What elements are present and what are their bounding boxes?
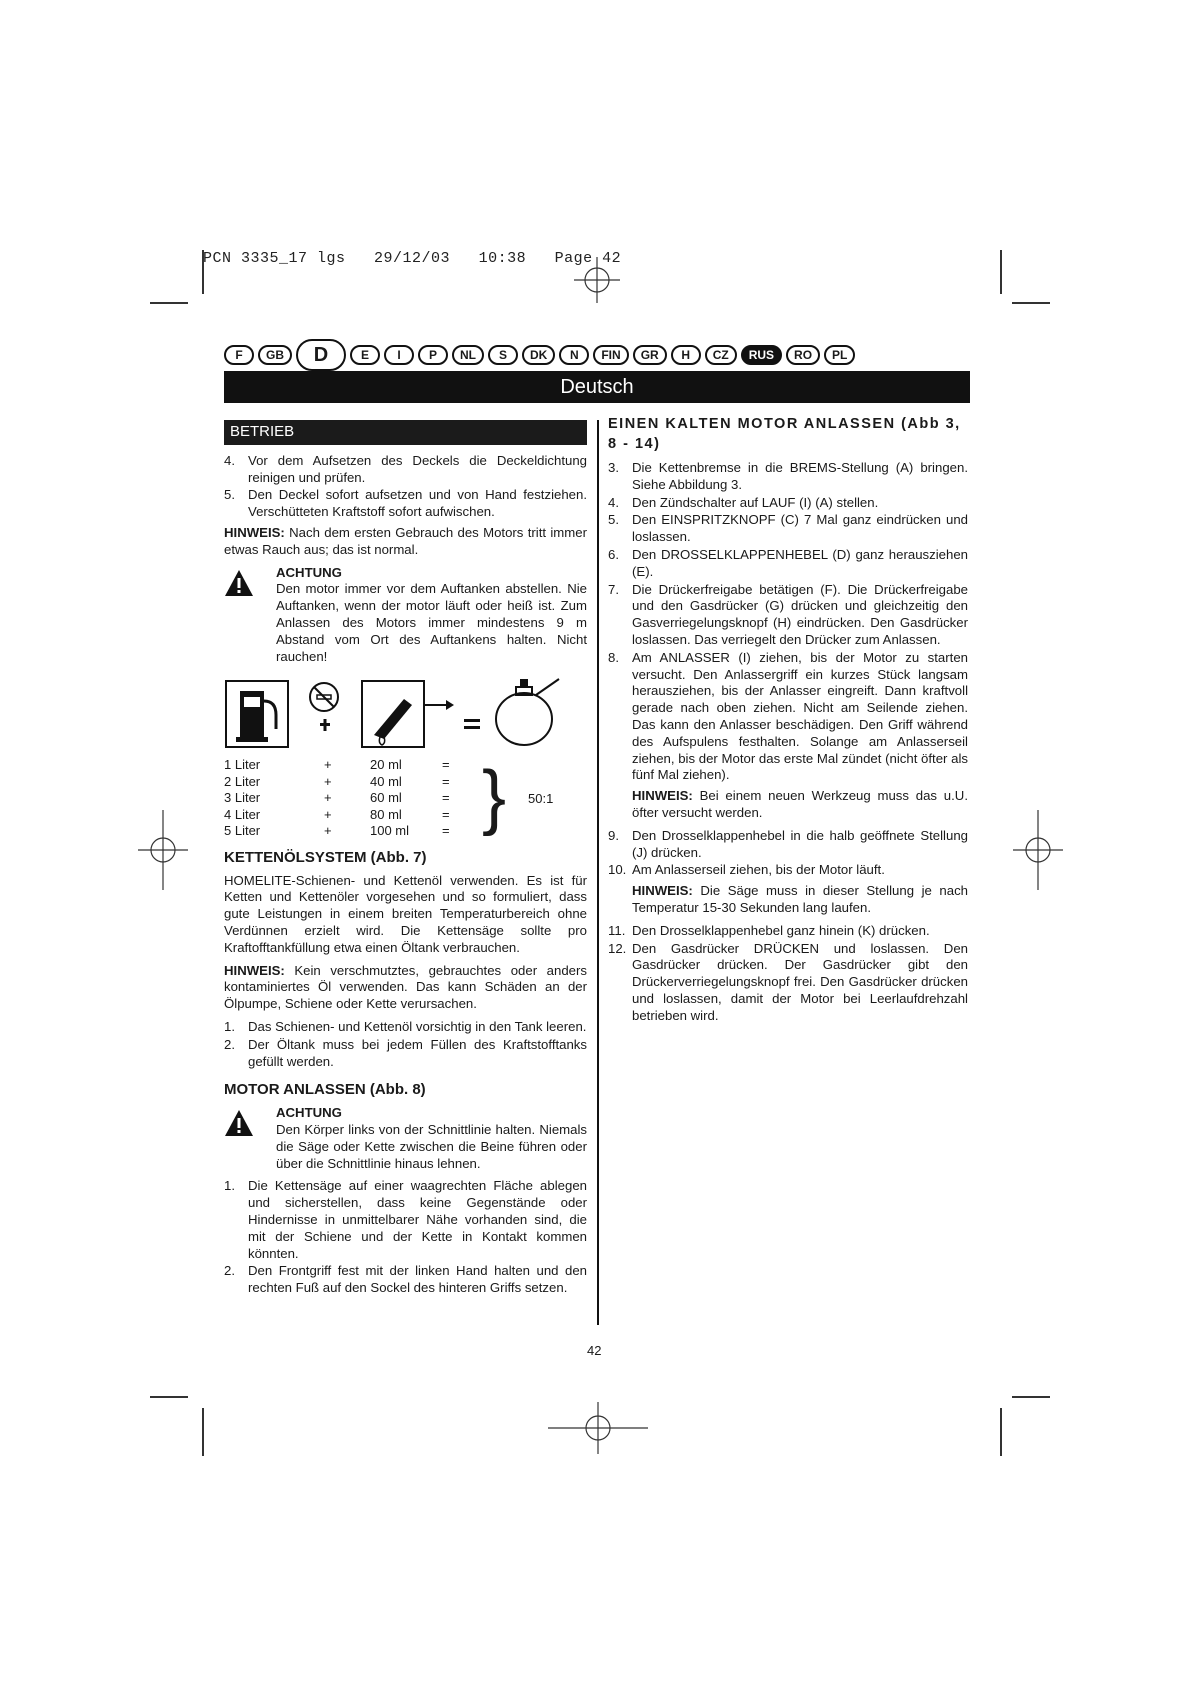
- page-number: 42: [587, 1343, 602, 1358]
- list-item: 5. Den EINSPRITZKNOPF (C) 7 Mal ganz eindrücken und loslassen.: [608, 512, 968, 545]
- language-tab-gr[interactable]: GR: [633, 345, 667, 365]
- crop-mark: [1000, 250, 1002, 294]
- language-tab-nl[interactable]: NL: [452, 345, 484, 365]
- list-oil: [224, 1019, 587, 1070]
- paragraph: HOMELITE-Schienen- und Kettenöl verwenden. Es ist für Ketten und Kettenöler vorgesehen und so formuliert, dass gute Leistungen in einem breiten Temperaturbereich ohne Verdünnen erzielt wird. Die Kettensäge sollte pro Kraftofftankfüllung etwa einen Öltank verbrauchen.: [224, 872, 587, 955]
- list-item: 4. Den Zündschalter auf LAUF (I) (A) stellen.: [608, 494, 879, 510]
- language-tab-pl[interactable]: PL: [824, 345, 855, 365]
- language-tab-d[interactable]: D: [296, 339, 346, 371]
- language-selector: [224, 338, 974, 372]
- language-tab-h[interactable]: H: [671, 345, 701, 365]
- list-start-b: [608, 828, 968, 879]
- list-item: 8. Am ANLASSER (I) ziehen, bis der Motor zu starten versucht. Den Anlassergriff ein kurzes Stück langsam herausziehen, bis der Anlasser eingreift. Dann kraftvoll gerade nach oben ziehen. Nicht am Seilende ziehen. Das kann den Anlasser beschädigen. Den Griff während des Aufspulens festhalten. Solange am Anlasserseil ziehen, bis der Motor das erste Mal zündet (nicht öfter als fünf Mal ziehen).: [608, 649, 968, 783]
- print-header: PCN 3335_17 lgs 29/12/03 10:38 Page 42: [203, 250, 622, 267]
- language-tab-gb[interactable]: GB: [258, 345, 292, 365]
- warning-box: [224, 565, 587, 666]
- table-row: 2 Liter + 40 ml =: [224, 773, 450, 789]
- list-item: 9. Den Drosselklappenhebel in die halb geöffnete Stellung (J) drücken.: [608, 827, 968, 860]
- language-tab-n[interactable]: N: [559, 345, 589, 365]
- crop-mark: [202, 1408, 204, 1456]
- registration-mark-icon: [1013, 810, 1063, 890]
- right-column: [608, 414, 968, 1026]
- list-item: 5. Den Deckel sofort aufsetzen und von Hand festziehen. Verschütteten Kraftstoff sofort aufwischen.: [224, 487, 587, 520]
- fuel-mix-table: [224, 757, 554, 840]
- fuel-mix-figure: [224, 675, 587, 753]
- crop-mark: [150, 1396, 188, 1398]
- language-title-bar: [224, 371, 970, 403]
- list-item: 12. Den Gasdrücker DRÜCKEN und loslassen. Den Gasdrücker drücken. Der Gasdrücker gibt den Drückerverriegelungsknopf frei. Den Gasdrücker drücken und loslassen, damit der Motor bei Leerlaufdrehzahl betrieben wird.: [608, 940, 968, 1023]
- section-heading: KETTENÖLSYSTEM (Abb. 7): [224, 848, 427, 866]
- list-start-a: [608, 460, 968, 784]
- language-tab-cz[interactable]: CZ: [705, 345, 737, 365]
- crop-mark: [1012, 302, 1050, 304]
- fuel-mix-illustration: [224, 675, 584, 753]
- list-item: 11. Den Drosselklappenhebel ganz hinein (K) drücken.: [608, 922, 930, 938]
- note: HINWEIS: Die Säge muss in dieser Stellung je nach Temperatur 15-30 Sekunden lang laufen.: [632, 883, 968, 915]
- note: HINWEIS: Nach dem ersten Gebrauch des Motors tritt immer etwas Rauch aus; das ist normal.: [224, 524, 587, 557]
- language-tab-p[interactable]: P: [418, 345, 448, 365]
- section-heading: EINEN KALTEN MOTOR ANLASSEN (Abb 3, 8 - 14): [608, 416, 961, 452]
- section-heading: MOTOR ANLASSEN (Abb. 8): [224, 1081, 426, 1099]
- list-item: 1. Die Kettensäge auf einer waagrechten Fläche ablegen und sicherstellen, dass keine Gegenstände oder Hindernisse in unmittelbarer Nähe vorhanden sind, die mit der Schiene und der Kette in Kontakt kommen könnten.: [224, 1178, 587, 1261]
- list-item: 6. Den DROSSELKLAPPENHEBEL (D) ganz herausziehen (E).: [608, 546, 968, 579]
- crop-mark: [202, 250, 204, 294]
- table-row: 4 Liter + 80 ml =: [224, 806, 450, 822]
- warning-box: [224, 1105, 587, 1172]
- warning-title: ACHTUNG: [276, 564, 342, 580]
- brace-icon: }: [482, 757, 507, 838]
- list-start-c: [608, 923, 968, 1025]
- crop-mark: [1000, 1408, 1002, 1456]
- note: HINWEIS: Kein verschmutztes, gebrauchtes oder anders kontaminiertes Öl verwenden. Das kann Schäden an der Ölpumpe, Schiene oder Kette verursachen.: [224, 962, 587, 1012]
- language-tab-e[interactable]: E: [350, 345, 380, 365]
- language-tab-fin[interactable]: FIN: [593, 345, 628, 365]
- warning-title: ACHTUNG: [276, 1105, 342, 1121]
- list-item: 10. Am Anlasserseil ziehen, bis der Motor läuft.: [608, 862, 885, 878]
- registration-mark-icon: [572, 255, 622, 305]
- list-top: [224, 453, 587, 521]
- list-item: 7. Die Drückerfreigabe betätigen (F). Die Drückerfreigabe und den Gasdrücker (G) drücken und gleichzeitig den Gasverriegelungsknopf (H) eindrücken. Den Gasdrücker loslassen. Das verriegelt den Drücker zum Anlassen.: [608, 581, 968, 647]
- registration-mark-icon: [138, 810, 188, 890]
- language-tab-s[interactable]: S: [488, 345, 518, 365]
- crop-mark: [1012, 1396, 1050, 1398]
- warning-icon: [224, 565, 276, 666]
- language-tab-f[interactable]: F: [224, 345, 254, 365]
- column-divider: [597, 420, 599, 1325]
- page-title: Deutsch: [560, 375, 634, 398]
- note: HINWEIS: Bei einem neuen Werkzeug muss das u.U. öfter versucht werden.: [632, 788, 968, 820]
- language-tab-ro[interactable]: RO: [786, 345, 820, 365]
- list-item: 3. Die Kettenbremse in die BREMS-Stellung (A) bringen. Siehe Abbildung 3.: [608, 460, 968, 492]
- list-item: 2. Den Frontgriff fest mit der linken Hand halten und den rechten Fuß auf den Sockel des hinteren Griffs setzen.: [224, 1263, 587, 1296]
- table-row: 5 Liter + 100 ml =: [224, 823, 450, 839]
- language-tab-rus[interactable]: RUS: [741, 345, 782, 365]
- warning-text: Den Körper links von der Schnittlinie halten. Niemals die Säge oder Kette zwischen die Beine führen oder über die Schnittlinie hinaus lehnen.: [276, 1122, 587, 1171]
- left-column: [224, 420, 587, 1298]
- language-tab-i[interactable]: I: [384, 345, 414, 365]
- warning-text: Den motor immer vor dem Auftanken abstellen. Nie Auftanken, wenn der motor läuft oder heiß ist. Zum Anlassen des Motors immer mindestens 9 m Abstand vom Ort des Auftankens halten. Nicht rauchen!: [276, 581, 587, 664]
- warning-icon: [224, 1105, 276, 1172]
- crop-mark: [150, 302, 188, 304]
- mix-ratio: 50:1: [528, 791, 554, 807]
- list-item: 1. Das Schienen- und Kettenöl vorsichtig in den Tank leeren.: [224, 1019, 587, 1035]
- list-item: 2. Der Öltank muss bei jedem Füllen des Kraftstofftanks gefüllt werden.: [224, 1036, 587, 1069]
- section-bar: BETRIEB: [224, 420, 587, 445]
- list-item: 4. Vor dem Aufsetzen des Deckels die Deckeldichtung reinigen und prüfen.: [224, 452, 587, 485]
- language-tab-dk[interactable]: DK: [522, 345, 555, 365]
- table-row: 3 Liter + 60 ml =: [224, 790, 450, 806]
- list-motor: [224, 1178, 587, 1297]
- table-row: 1 Liter + 20 ml = } 50:1: [224, 757, 554, 838]
- registration-mark-icon: [548, 1400, 648, 1456]
